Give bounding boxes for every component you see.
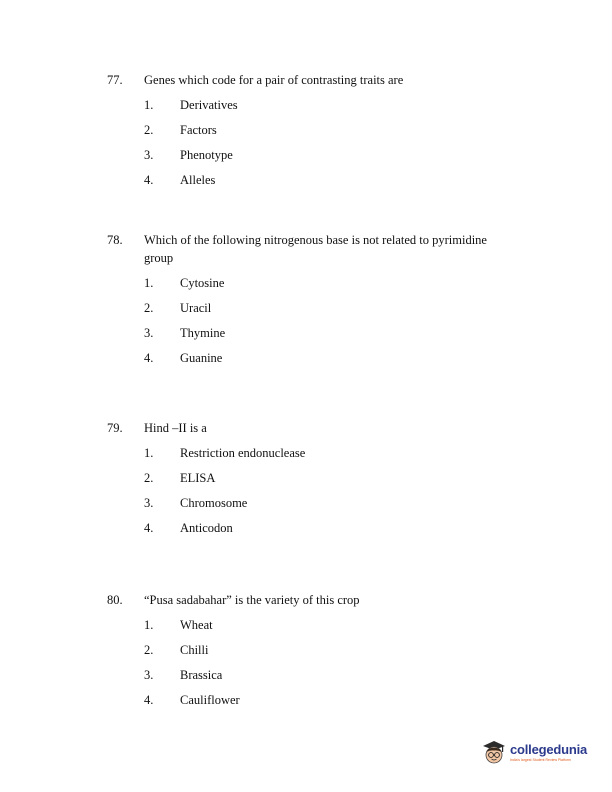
option-text: Alleles xyxy=(180,173,216,187)
options-list xyxy=(144,96,507,196)
question-text: Which of the following nitrogenous base is not related to pyrimidine group xyxy=(144,233,487,265)
option-item xyxy=(144,324,507,349)
option-item xyxy=(144,494,507,519)
option-text: Factors xyxy=(180,123,217,137)
option-text: Cytosine xyxy=(180,276,225,290)
option-item xyxy=(144,444,507,469)
option-text: Brassica xyxy=(180,668,223,682)
question-number: 77. xyxy=(107,73,123,87)
option-number: 1. xyxy=(144,276,154,290)
question-text: “Pusa sadabahar” is the variety of this crop xyxy=(144,593,360,607)
options-list xyxy=(144,616,507,716)
option-text: Phenotype xyxy=(180,148,233,162)
option-item xyxy=(144,349,507,374)
question-77 xyxy=(107,71,507,196)
options-list xyxy=(144,274,507,374)
option-number: 4. xyxy=(144,693,154,707)
logo-tagline: India's largest Student Review Platform xyxy=(510,758,571,762)
option-item xyxy=(144,641,507,666)
question-text: Genes which code for a pair of contrasting traits are xyxy=(144,73,404,87)
option-number: 3. xyxy=(144,668,154,682)
option-text: Wheat xyxy=(180,618,213,632)
option-text: Restriction endonuclease xyxy=(180,446,306,460)
option-text: Thymine xyxy=(180,326,226,340)
logo-text xyxy=(510,743,587,763)
option-item xyxy=(144,121,507,146)
option-number: 4. xyxy=(144,173,154,187)
question-80 xyxy=(107,591,507,716)
option-text: Uracil xyxy=(180,301,212,315)
option-number: 3. xyxy=(144,326,154,340)
option-item xyxy=(144,519,507,544)
option-item xyxy=(144,146,507,171)
option-number: 3. xyxy=(144,496,154,510)
question-text: Hind –II is a xyxy=(144,421,207,435)
question-79 xyxy=(107,419,507,544)
option-item xyxy=(144,171,507,196)
option-number: 1. xyxy=(144,618,154,632)
option-number: 2. xyxy=(144,301,154,315)
option-number: 2. xyxy=(144,643,154,657)
option-text: Chilli xyxy=(180,643,209,657)
logo-name: collegedunia xyxy=(510,742,588,757)
option-text: Chromosome xyxy=(180,496,248,510)
option-item xyxy=(144,96,507,121)
collegedunia-logo xyxy=(480,733,606,773)
option-item xyxy=(144,616,507,641)
option-item xyxy=(144,274,507,299)
option-text: Anticodon xyxy=(180,521,233,535)
question-78 xyxy=(107,231,507,374)
option-text: Cauliflower xyxy=(180,693,240,707)
question-number: 79. xyxy=(107,421,123,435)
option-item xyxy=(144,666,507,691)
option-number: 2. xyxy=(144,123,154,137)
option-number: 4. xyxy=(144,521,154,535)
option-number: 3. xyxy=(144,148,154,162)
option-number: 1. xyxy=(144,446,154,460)
option-number: 1. xyxy=(144,98,154,112)
question-number: 78. xyxy=(107,233,123,247)
option-number: 2. xyxy=(144,471,154,485)
option-item xyxy=(144,691,507,716)
mascot-icon xyxy=(480,738,508,768)
option-number: 4. xyxy=(144,351,154,365)
option-item xyxy=(144,299,507,324)
options-list xyxy=(144,444,507,544)
option-text: Derivatives xyxy=(180,98,238,112)
question-number: 80. xyxy=(107,593,123,607)
option-text: Guanine xyxy=(180,351,223,365)
option-text: ELISA xyxy=(180,471,216,485)
option-item xyxy=(144,469,507,494)
